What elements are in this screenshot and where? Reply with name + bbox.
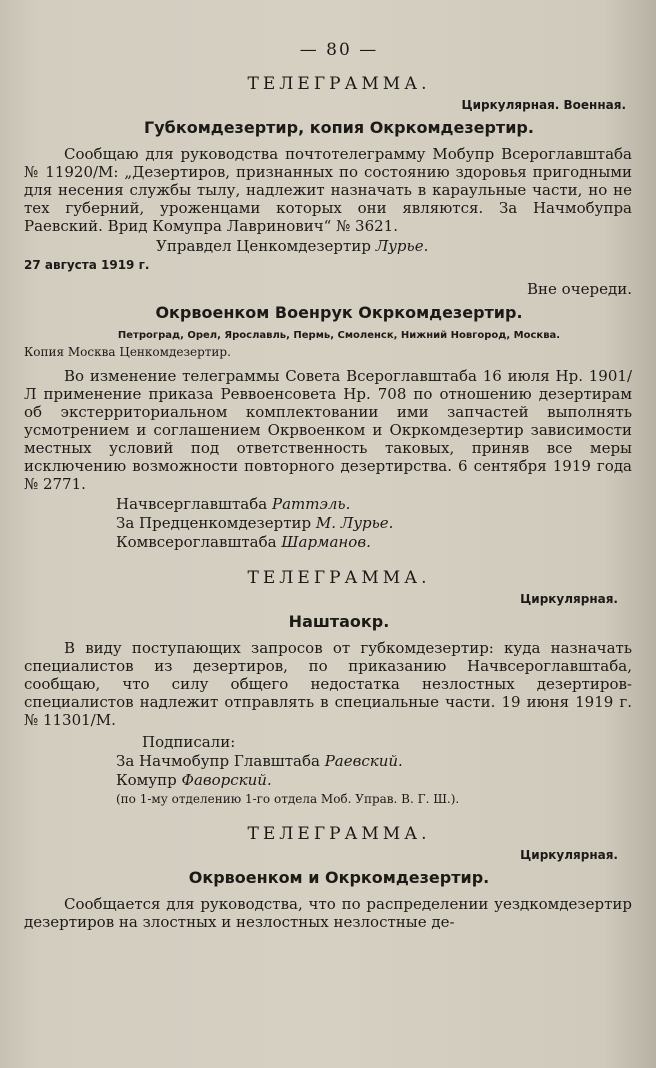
signature-name: М. Лурье. [315, 514, 394, 532]
telegram-type: Циркулярная. [520, 592, 618, 606]
page-number: — 80 — [299, 40, 379, 60]
telegram-addressee: Наштаокр. [288, 612, 390, 631]
telegram-date: 27 августа 1919 г. [24, 258, 150, 272]
signature-title: Управдел Ценкомдезертир [156, 237, 371, 255]
telegram-2 [24, 280, 632, 552]
telegram-3 [24, 568, 632, 806]
telegram-type: Циркулярная. Военная. [461, 98, 626, 112]
signature [46, 237, 632, 256]
signed-label: Подписали: [142, 733, 236, 751]
signature-title: Комупр [116, 771, 177, 789]
telegram-cities: Петроград, Орел, Ярославль, Пермь, Смоленск, Нижний Новгород, Москва. [117, 330, 561, 341]
telegram-4 [24, 824, 632, 931]
telegram-heading: ТЕЛЕГРАММА. [247, 74, 431, 94]
telegram-heading: ТЕЛЕГРАММА. [247, 568, 431, 588]
telegram-body: В виду поступающих запросов от губкомдезертир: куда назначать специалистов из дезертиров, по приказанию Начвсероглавштаба, сообщаю, что силу общего недостатка незлостных дезертиров-специалистов надлежит отправлять в специальные части. 19 июня 1919 г. № 11301/М. [24, 639, 632, 729]
telegram-type: Циркулярная. [520, 848, 618, 862]
signature-title: Начвсерглавштаба [116, 495, 268, 513]
telegram-1 [24, 74, 632, 272]
signature [46, 771, 632, 790]
telegram-addressee: Окрвоенком и Окркомдезертир. [188, 868, 490, 887]
signature-title: За Начмобупр Главштаба [116, 752, 320, 770]
urgency-note: Вне очереди. [527, 280, 632, 298]
telegram-heading: ТЕЛЕГРАММА. [247, 824, 431, 844]
signature-name: Лурье. [375, 237, 429, 255]
signature [46, 533, 632, 552]
signature [46, 495, 632, 514]
signature [46, 752, 632, 771]
telegram-body: Сообщаю для руководства почтотелеграмму Мобупр Всероглавштаба № 11920/М: „Дезертиров, признанных по состоянию здоровья пригодными для несения службы тылу, надлежит назначать в караульные части, но не тех губерний, уроженцами которых они являются. За Начмобупра Раевский. Врид Комупра Лавринович“ № 3621. [24, 145, 632, 235]
signature [46, 514, 632, 533]
telegram-addressee: Губкомдезертир, копия Окркомдезертир. [144, 118, 534, 137]
signature-name: Раевский. [324, 752, 403, 770]
department-note: (по 1-му отделению 1-го отдела Моб. Управ. В. Г. Ш.). [116, 792, 460, 806]
telegram-body: Во изменение телеграммы Совета Всероглавштаба 16 июля Нр. 1901/Л применение приказа Реввоенсовета Нр. 708 по отношению дезертирам об экстерриториальном комплектовании ими запчастей выполнять усмотрением и соглашением Окрвоенком и Окркомдезертир зависимости местных условий под ответственность таковых, приняв все меры исключению возможности повторного дезертирства. 6 сентября 1919 года № 2771. [24, 367, 632, 493]
telegram-addressee: Окрвоенком Военрук Окркомдезертир. [155, 303, 523, 322]
telegram-body: Сообщается для руководства, что по распределении уездкомдезертир дезертиров на злостных и незлостных незлостные де- [24, 895, 632, 931]
signature-name: Фаворский. [181, 771, 272, 789]
telegram-copy: Копия Москва Ценкомдезертир. [24, 345, 231, 359]
signature-name: Раттэль. [271, 495, 351, 513]
signature-title: Комвсероглавштаба [116, 533, 277, 551]
signature-title: За Предценкомдезертир [116, 514, 312, 532]
signature-name: Шарманов. [281, 533, 371, 551]
